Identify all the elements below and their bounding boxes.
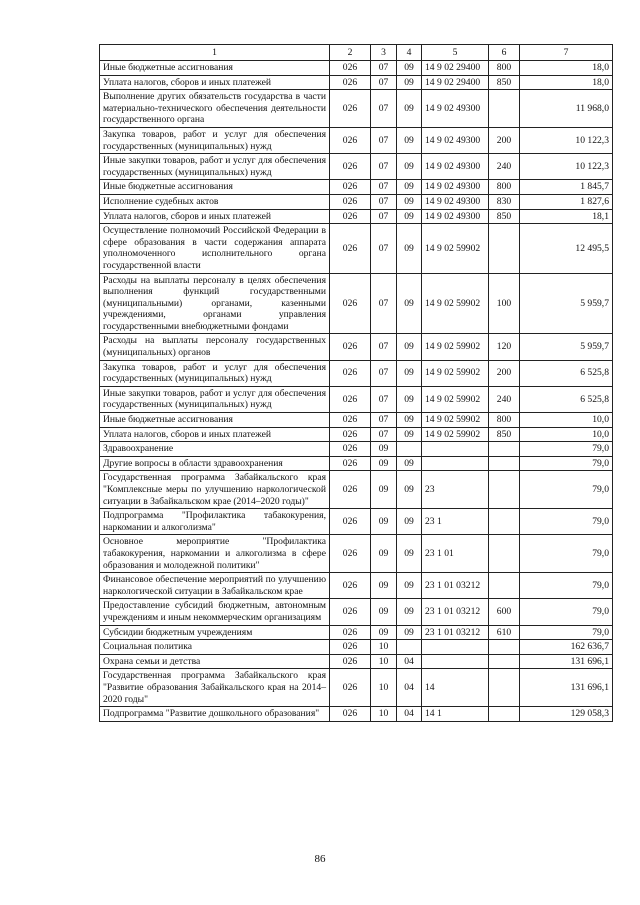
cell-adm: 026 (330, 456, 371, 471)
cell-csr: 23 1 (422, 509, 489, 535)
table-row (100, 180, 613, 195)
cell-amount: 10 122,3 (520, 154, 613, 180)
cell-adm: 026 (330, 334, 371, 360)
cell-amount: 5 959,7 (520, 273, 613, 334)
cell-amount: 79,0 (520, 509, 613, 535)
cell-csr: 14 9 02 49300 (422, 209, 489, 224)
cell-pr: 09 (397, 625, 422, 640)
cell-pr: 04 (397, 654, 422, 669)
table-row (100, 75, 613, 90)
cell-pr: 09 (397, 194, 422, 209)
cell-vr: 850 (489, 75, 520, 90)
cell-pr: 09 (397, 154, 422, 180)
table-row (100, 334, 613, 360)
cell-pr: 09 (397, 456, 422, 471)
cell-amount: 79,0 (520, 471, 613, 509)
table-row (100, 360, 613, 386)
cell-vr: 830 (489, 194, 520, 209)
cell-amount: 131 696,1 (520, 654, 613, 669)
table-row (100, 599, 613, 625)
cell-name: Иные закупки товаров, работ и услуг для обеспечения государственных (муниципальных) нужд (100, 154, 330, 180)
cell-amount: 6 525,8 (520, 386, 613, 412)
cell-rz: 09 (371, 442, 397, 457)
cell-name: Уплата налогов, сборов и иных платежей (100, 427, 330, 442)
cell-vr (489, 654, 520, 669)
column-header: 1 (100, 45, 330, 61)
cell-rz: 10 (371, 654, 397, 669)
cell-name: Охрана семьи и детства (100, 654, 330, 669)
table-header-row (100, 45, 613, 61)
cell-pr: 09 (397, 90, 422, 128)
cell-pr: 04 (397, 707, 422, 722)
cell-pr: 09 (397, 273, 422, 334)
table-row (100, 471, 613, 509)
cell-vr (489, 573, 520, 599)
cell-rz: 07 (371, 273, 397, 334)
table-row (100, 127, 613, 153)
column-header: 7 (520, 45, 613, 61)
cell-name: Выполнение других обязательств государства в части материально-технического обеспечения деятельности государственного органа (100, 90, 330, 128)
table-row (100, 654, 613, 669)
table-row (100, 535, 613, 573)
cell-pr: 09 (397, 599, 422, 625)
cell-amount: 5 959,7 (520, 334, 613, 360)
cell-vr: 100 (489, 273, 520, 334)
table-row (100, 413, 613, 428)
table-row (100, 61, 613, 76)
budget-table (99, 44, 613, 722)
cell-amount: 10,0 (520, 413, 613, 428)
cell-csr: 14 9 02 59902 (422, 273, 489, 334)
cell-vr (489, 509, 520, 535)
cell-rz: 07 (371, 180, 397, 195)
table-row (100, 573, 613, 599)
cell-vr (489, 90, 520, 128)
cell-csr: 14 9 02 59902 (422, 386, 489, 412)
cell-adm: 026 (330, 599, 371, 625)
cell-vr (489, 456, 520, 471)
cell-name: Иные бюджетные ассигнования (100, 413, 330, 428)
cell-rz: 07 (371, 127, 397, 153)
cell-adm: 026 (330, 209, 371, 224)
cell-adm: 026 (330, 154, 371, 180)
cell-vr: 200 (489, 127, 520, 153)
cell-rz: 07 (371, 360, 397, 386)
cell-vr (489, 669, 520, 707)
cell-csr: 14 9 02 59902 (422, 360, 489, 386)
cell-name: Здравоохранение (100, 442, 330, 457)
table-row (100, 90, 613, 128)
cell-name: Иные бюджетные ассигнования (100, 180, 330, 195)
table-row (100, 442, 613, 457)
cell-rz: 07 (371, 413, 397, 428)
cell-adm: 026 (330, 413, 371, 428)
cell-amount: 79,0 (520, 625, 613, 640)
cell-rz: 09 (371, 599, 397, 625)
cell-adm: 026 (330, 194, 371, 209)
cell-amount: 129 058,3 (520, 707, 613, 722)
cell-adm: 026 (330, 442, 371, 457)
cell-csr: 14 9 02 49300 (422, 180, 489, 195)
column-header: 5 (422, 45, 489, 61)
column-header: 4 (397, 45, 422, 61)
cell-adm: 026 (330, 573, 371, 599)
page-number: 86 (314, 853, 326, 865)
cell-pr: 09 (397, 413, 422, 428)
cell-vr (489, 707, 520, 722)
table-row (100, 273, 613, 334)
cell-pr: 09 (397, 427, 422, 442)
cell-adm: 026 (330, 180, 371, 195)
cell-csr (422, 640, 489, 655)
cell-amount: 79,0 (520, 442, 613, 457)
cell-pr (397, 640, 422, 655)
cell-name: Исполнение судебных актов (100, 194, 330, 209)
cell-vr (489, 535, 520, 573)
table-row (100, 669, 613, 707)
cell-csr: 23 1 01 03212 (422, 573, 489, 599)
cell-rz: 07 (371, 90, 397, 128)
cell-amount: 11 968,0 (520, 90, 613, 128)
cell-adm: 026 (330, 654, 371, 669)
cell-pr: 09 (397, 180, 422, 195)
cell-amount: 1 827,6 (520, 194, 613, 209)
cell-vr: 800 (489, 413, 520, 428)
cell-vr (489, 224, 520, 273)
cell-rz: 09 (371, 573, 397, 599)
cell-amount: 18,0 (520, 75, 613, 90)
cell-vr (489, 640, 520, 655)
cell-csr: 14 1 (422, 707, 489, 722)
table-row (100, 456, 613, 471)
cell-rz: 09 (371, 625, 397, 640)
cell-name: Государственная программа Забайкальского края "Комплексные меры по улучшению наркологической ситуации в Забайкальском крае (2014–2020 годы)" (100, 471, 330, 509)
cell-csr (422, 456, 489, 471)
cell-pr: 09 (397, 573, 422, 599)
cell-amount: 79,0 (520, 573, 613, 599)
cell-csr: 14 9 02 59902 (422, 224, 489, 273)
cell-csr: 14 9 02 59902 (422, 427, 489, 442)
cell-csr: 14 9 02 59902 (422, 334, 489, 360)
cell-csr: 14 9 02 49300 (422, 154, 489, 180)
cell-adm: 026 (330, 90, 371, 128)
cell-rz: 07 (371, 427, 397, 442)
cell-vr: 200 (489, 360, 520, 386)
cell-pr: 04 (397, 669, 422, 707)
cell-csr (422, 442, 489, 457)
cell-csr: 14 9 02 29400 (422, 75, 489, 90)
cell-csr: 23 1 01 (422, 535, 489, 573)
cell-adm: 026 (330, 509, 371, 535)
table-row (100, 427, 613, 442)
table-row (100, 154, 613, 180)
cell-csr: 23 1 01 03212 (422, 599, 489, 625)
cell-amount: 79,0 (520, 599, 613, 625)
cell-rz: 07 (371, 209, 397, 224)
cell-rz: 07 (371, 154, 397, 180)
cell-pr: 09 (397, 509, 422, 535)
cell-pr: 09 (397, 127, 422, 153)
cell-amount: 79,0 (520, 456, 613, 471)
cell-amount: 79,0 (520, 535, 613, 573)
cell-csr: 23 1 01 03212 (422, 625, 489, 640)
cell-adm: 026 (330, 669, 371, 707)
cell-rz: 09 (371, 535, 397, 573)
cell-name: Закупка товаров, работ и услуг для обеспечения государственных (муниципальных) нужд (100, 360, 330, 386)
table-row (100, 209, 613, 224)
cell-name: Субсидии бюджетным учреждениям (100, 625, 330, 640)
cell-vr (489, 442, 520, 457)
cell-adm: 026 (330, 386, 371, 412)
cell-pr: 09 (397, 334, 422, 360)
cell-rz: 07 (371, 61, 397, 76)
cell-adm: 026 (330, 535, 371, 573)
cell-pr (397, 442, 422, 457)
cell-name: Уплата налогов, сборов и иных платежей (100, 75, 330, 90)
cell-rz: 07 (371, 334, 397, 360)
cell-pr: 09 (397, 386, 422, 412)
cell-name: Предоставление субсидий бюджетным, автономным учреждениям и иным некоммерческим организациям (100, 599, 330, 625)
cell-csr: 14 9 02 49300 (422, 194, 489, 209)
cell-adm: 026 (330, 61, 371, 76)
cell-pr: 09 (397, 360, 422, 386)
cell-amount: 1 845,7 (520, 180, 613, 195)
cell-amount: 18,1 (520, 209, 613, 224)
column-header: 3 (371, 45, 397, 61)
cell-name: Уплата налогов, сборов и иных платежей (100, 209, 330, 224)
cell-adm: 026 (330, 273, 371, 334)
cell-rz: 07 (371, 194, 397, 209)
cell-vr: 800 (489, 61, 520, 76)
cell-name: Расходы на выплаты персоналу государственных (муниципальных) органов (100, 334, 330, 360)
cell-rz: 10 (371, 707, 397, 722)
cell-pr: 09 (397, 75, 422, 90)
cell-csr (422, 654, 489, 669)
cell-name: Подпрограмма "Развитие дошкольного образования" (100, 707, 330, 722)
cell-vr: 240 (489, 386, 520, 412)
cell-name: Закупка товаров, работ и услуг для обеспечения государственных (муниципальных) нужд (100, 127, 330, 153)
cell-pr: 09 (397, 471, 422, 509)
cell-rz: 07 (371, 224, 397, 273)
table-row (100, 194, 613, 209)
column-header: 6 (489, 45, 520, 61)
cell-csr: 23 (422, 471, 489, 509)
cell-adm: 026 (330, 127, 371, 153)
cell-rz: 07 (371, 386, 397, 412)
cell-amount: 131 696,1 (520, 669, 613, 707)
cell-adm: 026 (330, 625, 371, 640)
cell-pr: 09 (397, 224, 422, 273)
cell-name: Основное мероприятие "Профилактика табакокурения, наркомании и алкоголизма в сфере образования и молодежной политики" (100, 535, 330, 573)
table-row (100, 509, 613, 535)
cell-csr: 14 9 02 49300 (422, 90, 489, 128)
cell-name: Осуществление полномочий Российской Федерации в сфере образования в части содержания аппарата уполномоченного исполнительного органа государственной власти (100, 224, 330, 273)
cell-adm: 026 (330, 707, 371, 722)
cell-vr: 800 (489, 180, 520, 195)
cell-adm: 026 (330, 427, 371, 442)
cell-amount: 162 636,7 (520, 640, 613, 655)
cell-rz: 10 (371, 640, 397, 655)
cell-vr: 600 (489, 599, 520, 625)
cell-pr: 09 (397, 535, 422, 573)
cell-adm: 026 (330, 224, 371, 273)
cell-rz: 09 (371, 509, 397, 535)
cell-vr: 610 (489, 625, 520, 640)
cell-csr: 14 9 02 59902 (422, 413, 489, 428)
cell-amount: 12 495,5 (520, 224, 613, 273)
table-row (100, 707, 613, 722)
cell-name: Иные закупки товаров, работ и услуг для обеспечения государственных (муниципальных) нужд (100, 386, 330, 412)
cell-name: Расходы на выплаты персоналу в целях обеспечения выполнения функций государственными (муниципальными) органами, казенными учреждениями, органами управления государственными внебюджетными фондами (100, 273, 330, 334)
cell-name: Другие вопросы в области здравоохранения (100, 456, 330, 471)
cell-csr: 14 9 02 49300 (422, 127, 489, 153)
cell-amount: 6 525,8 (520, 360, 613, 386)
cell-amount: 10,0 (520, 427, 613, 442)
cell-name: Государственная программа Забайкальского края "Развитие образования Забайкальского края на 2014–2020 годы" (100, 669, 330, 707)
cell-vr: 120 (489, 334, 520, 360)
table-row (100, 224, 613, 273)
cell-vr: 850 (489, 209, 520, 224)
cell-rz: 09 (371, 456, 397, 471)
cell-vr (489, 471, 520, 509)
cell-amount: 18,0 (520, 61, 613, 76)
cell-adm: 026 (330, 471, 371, 509)
cell-rz: 10 (371, 669, 397, 707)
column-header: 2 (330, 45, 371, 61)
cell-adm: 026 (330, 75, 371, 90)
table-row (100, 386, 613, 412)
cell-csr: 14 9 02 29400 (422, 61, 489, 76)
cell-rz: 07 (371, 75, 397, 90)
cell-adm: 026 (330, 640, 371, 655)
cell-amount: 10 122,3 (520, 127, 613, 153)
cell-pr: 09 (397, 209, 422, 224)
cell-adm: 026 (330, 360, 371, 386)
cell-name: Подпрограмма "Профилактика табакокурения, наркомании и алкоголизма" (100, 509, 330, 535)
cell-pr: 09 (397, 61, 422, 76)
cell-rz: 09 (371, 471, 397, 509)
cell-vr: 240 (489, 154, 520, 180)
cell-name: Финансовое обеспечение мероприятий по улучшению наркологической ситуации в Забайкальском крае (100, 573, 330, 599)
table-row (100, 625, 613, 640)
cell-name: Иные бюджетные ассигнования (100, 61, 330, 76)
cell-vr: 850 (489, 427, 520, 442)
cell-name: Социальная политика (100, 640, 330, 655)
table-row (100, 640, 613, 655)
cell-csr: 14 (422, 669, 489, 707)
